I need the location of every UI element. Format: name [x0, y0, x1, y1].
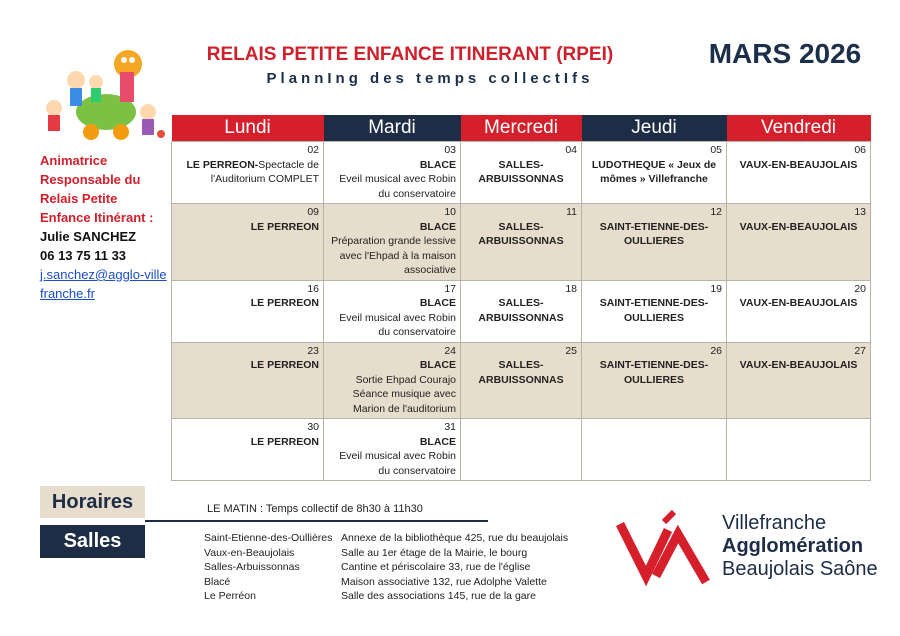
calendar-day-cell [461, 280, 582, 342]
contact-name: Julie SANCHEZ [40, 229, 137, 244]
contact-email-link[interactable]: j.sanchez@agglo-villefranche.fr [40, 267, 167, 301]
room-address: Salle des associations 145, rue de la gare [341, 590, 536, 603]
day-number: 24 [444, 344, 456, 357]
calendar-week-row [172, 280, 871, 342]
calendar-week-row [172, 204, 871, 281]
day-content [586, 220, 722, 249]
horaires-label: Horaires [40, 486, 145, 518]
calendar-day-cell [582, 142, 727, 204]
room-address: Annexe de la bibliothèque 425, rue du beaujolais [341, 532, 569, 544]
salles-label: Salles [40, 525, 145, 558]
calendar-day-cell [324, 204, 461, 281]
activity-place: BLACE [419, 435, 456, 448]
day-content [176, 358, 319, 373]
activity-place: VAUX-EN-BEAUJOLAIS [739, 220, 858, 233]
va-logo-icon [616, 508, 716, 588]
calendar-day-cell [727, 419, 871, 481]
day-number: 20 [854, 282, 866, 295]
day-content [176, 435, 319, 450]
brand-line-1: Villefranche [722, 512, 827, 534]
room-commune: Blacé [204, 575, 231, 588]
day-number: 31 [444, 421, 456, 433]
activity-place: BLACE [419, 359, 456, 371]
calendar-week-row [172, 342, 871, 419]
day-number: 06 [854, 144, 866, 156]
day-number: 02 [307, 144, 319, 156]
calendar-day-cell [582, 280, 727, 342]
day-content [465, 296, 577, 325]
day-content [731, 296, 866, 311]
calendar-day-cell [172, 280, 324, 342]
calendar-day-cell [172, 142, 324, 204]
activity-place: SALLES-ARBUISSONNAS [478, 297, 564, 324]
activity-place: LE PERREON [250, 435, 319, 448]
activity-place: SAINT-ETIENNE-DES-OULLIERES [599, 220, 709, 247]
activity-place: LUDOTHEQUE « Jeux de mômes » Villefranche [591, 158, 717, 185]
room-row [204, 575, 584, 590]
activity-place: LE PERREON [250, 359, 319, 371]
activity-place: LE PERREON [250, 220, 319, 233]
contact-role: Animatrice Responsable du Relais Petite Enfance Itinérant : [40, 153, 154, 225]
day-content [465, 158, 577, 187]
month-label: MARS 2026 [708, 38, 862, 69]
calendar-day-cell [727, 142, 871, 204]
day-content [731, 158, 866, 173]
brand-line-2: Agglomération [722, 535, 864, 557]
day-content [586, 158, 722, 187]
day-content [731, 358, 866, 373]
day-number: 10 [444, 206, 456, 218]
divider [145, 520, 488, 522]
activity-place: SALLES-ARBUISSONNAS [478, 220, 564, 247]
calendar-day-cell [582, 342, 727, 419]
day-number: 19 [710, 282, 722, 295]
calendar-day-cell [461, 419, 582, 481]
day-content [176, 158, 319, 187]
room-commune: Vaux-en-Beaujolais [204, 546, 295, 559]
day-content [328, 296, 456, 340]
day-number: 04 [565, 144, 577, 156]
day-number: 30 [307, 421, 319, 433]
children-illustration-icon [36, 42, 166, 142]
calendar-header-row [172, 115, 871, 142]
day-content [586, 358, 722, 387]
activity-description: Spectacle de l'Auditorium COMPLET [210, 158, 319, 185]
calendar-day-cell [461, 142, 582, 204]
activity-place: BLACE [419, 220, 456, 233]
planning-calendar [171, 115, 871, 481]
day-number: 13 [854, 206, 866, 218]
day-number: 17 [444, 282, 456, 295]
day-content [465, 220, 577, 249]
day-number: 11 [566, 206, 577, 218]
calendar-day-cell [172, 342, 324, 419]
page-subtitle: PlannIng des temps collectIfs [266, 70, 594, 87]
day-number: 05 [710, 144, 722, 156]
day-number: 27 [854, 344, 866, 357]
activity-place: SAINT-ETIENNE-DES-OULLIERES [599, 359, 709, 386]
activity-description: Sortie Ehpad Courajo Séance musique avec Marion de l'auditorium [352, 373, 456, 415]
calendar-day-cell [324, 142, 461, 204]
calendar-day-cell [727, 204, 871, 281]
day-header: Lundi [172, 115, 324, 142]
day-header: Mardi [324, 115, 461, 142]
activity-description: Eveil musical avec Robin du conservatoire [339, 450, 456, 477]
room-address: Cantine et périscolaire 33, rue de l'église [341, 561, 531, 574]
page-title: RELAIS PETITE ENFANCE ITINERANT (RPEI) [206, 44, 614, 65]
room-row [204, 546, 584, 561]
activity-description: Préparation grande lessive avec l'Ehpad à la maison associative [331, 235, 456, 276]
agglomeration-logo [616, 508, 886, 588]
calendar-day-cell [461, 204, 582, 281]
day-content [328, 435, 456, 479]
day-number: 25 [565, 344, 577, 357]
room-address: Maison associative 132, rue Adolphe Valette [341, 575, 547, 588]
calendar-day-cell [727, 280, 871, 342]
room-address: Salle au 1er étage de la Mairie, le bourg [341, 546, 528, 559]
day-header: Vendredi [727, 115, 871, 142]
activity-description: Eveil musical avec Robin du conservatoire [339, 173, 456, 200]
calendar-day-cell [172, 419, 324, 481]
activity-place: BLACE [419, 158, 456, 171]
day-number: 18 [565, 282, 577, 295]
calendar-day-cell [727, 342, 871, 419]
activity-place: BLACE [419, 297, 456, 309]
activity-place: SAINT-ETIENNE-DES-OULLIERES [599, 297, 709, 324]
day-content [586, 296, 722, 325]
calendar-day-cell [172, 204, 324, 281]
calendar-week-row [172, 419, 871, 481]
room-commune: Salles-Arbuissonnas [204, 561, 300, 574]
room-commune: Saint-Etienne-des-Oullières [204, 532, 333, 544]
rooms-list [204, 531, 584, 604]
activity-place: VAUX-EN-BEAUJOLAIS [739, 297, 858, 309]
day-number: 26 [710, 344, 722, 357]
day-number: 23 [307, 344, 319, 357]
day-content [328, 158, 456, 202]
room-row [204, 589, 584, 604]
brand-line-3: Beaujolais Saône [722, 558, 878, 580]
day-content [465, 358, 577, 387]
day-number: 12 [710, 206, 722, 218]
activity-place: LE PERREON [250, 297, 319, 309]
day-content [176, 296, 319, 311]
room-row [204, 531, 584, 546]
activity-place: VAUX-EN-BEAUJOLAIS [739, 158, 858, 171]
day-number: 03 [444, 144, 456, 156]
calendar-week-row [172, 142, 871, 204]
calendar-day-cell [324, 280, 461, 342]
calendar-day-cell [324, 419, 461, 481]
day-content [328, 358, 456, 416]
contact-phone: 06 13 75 11 33 [40, 248, 127, 263]
activity-place: SALLES-ARBUISSONNAS [478, 359, 564, 386]
room-row [204, 560, 584, 575]
day-content [176, 220, 319, 235]
activity-description: Eveil musical avec Robin du conservatoire [339, 311, 456, 338]
activity-place: SALLES-ARBUISSONNAS [478, 158, 564, 185]
day-header: Mercredi [461, 115, 582, 142]
day-header: Jeudi [582, 115, 727, 142]
activity-place: LE PERREON- [186, 158, 259, 171]
calendar-day-cell [582, 419, 727, 481]
calendar-day-cell [461, 342, 582, 419]
day-content [731, 220, 866, 235]
day-number: 09 [307, 206, 319, 218]
morning-hours: LE MATIN : Temps collectif de 8h30 à 11h30 [207, 503, 423, 515]
day-content [328, 220, 456, 278]
calendar-day-cell [582, 204, 727, 281]
day-number: 16 [307, 282, 319, 295]
activity-place: VAUX-EN-BEAUJOLAIS [739, 359, 858, 371]
contact-block [40, 151, 170, 303]
room-commune: Le Perréon [204, 590, 256, 603]
calendar-day-cell [324, 342, 461, 419]
